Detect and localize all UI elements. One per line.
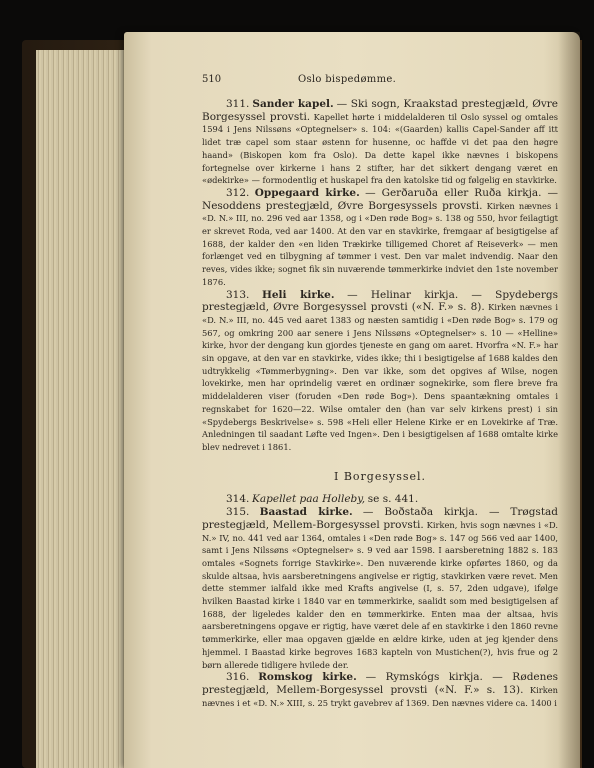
running-title: Oslo bispedømme. bbox=[298, 74, 397, 85]
entry-313 bbox=[202, 289, 558, 454]
book-page bbox=[124, 32, 580, 768]
entry-heading-rest: se s. 441. bbox=[367, 493, 419, 506]
entry-312 bbox=[202, 187, 558, 289]
entry-314 bbox=[202, 493, 558, 506]
entry-number: 314. bbox=[226, 493, 250, 506]
entry-body: Kirken nævnes i «D. N.» III, no. 296 ved aar 1358, og i «Den røde Bog» s. 138 og 550, hvor feilagtigt er skrevet Roda, ved aar 1400. At den var en stavkirke, fremgaar af besigtigelse af 1688, der kalder den «en liden Trækirke tilligemed Choret af Reiseverk» — men forlænget ved en tilbygning af tømmer i vest. Den var malet indvendig. Naar den reves, vides ikke; sognet fik sin nuværende tømmerkirke indviet den 1ste november 1876. bbox=[202, 200, 559, 287]
section-heading: I Borgesyssel. bbox=[333, 469, 427, 483]
page-content bbox=[202, 74, 558, 709]
entry-number: 311. bbox=[226, 98, 250, 110]
page-fold-shadow bbox=[558, 32, 580, 768]
entry-heading-rest: — Rymskógs kirkja. — Rødenes prestegjæld, Mellem-Borgesyssel provsti («N. F.» s. 13). bbox=[202, 671, 559, 696]
entry-number: 316. bbox=[226, 671, 250, 684]
entry-body: Kirken nævnes i «D. N.» III, no. 445 ved aaret 1383 og næsten samtidig i «Den røde Bog» s. 179 og 567, og omkring 200 aar senere i Jens Nilssøns «Optegnelser» s. 10 — «Helline» kirke, hvor der dengang kun gjordes tjeneste en gang om aaret. Hvorfra «N. F.» har sin opgave, at den var en stavkirke, vides ikke; thi i besigtigelse af 1688 kaldes den udtrykkelig «Tømmerbygning». Den var ikke, som det opgives af Wilse, nogen lovekirke, men har oprindelig været en ordinær sognekirke, som flere breve fra middelalderen viser (foruden «Den røde Bog»). Dens spaantækning omtales i regnskabet for 1620—22. Wilse omtaler den (han var selv kirkens prest) i sin «Spydebergs Beskrivelse» s. 598 «Heli eller Helene Kirke er en Lovekirke af Træ. Anledningen til saadant Løfte ved Ingen». Den i besigtigelsen af 1688 omtalte kirke blev nedrevet i 1861. bbox=[202, 302, 559, 452]
entry-315 bbox=[202, 506, 558, 671]
entry-name: Sander kapel. bbox=[252, 98, 334, 110]
page-edges bbox=[36, 50, 131, 768]
entry-name: Oppegaard kirke. bbox=[254, 186, 360, 199]
entry-body: Kirken nævnes i et «D. N.» XIII, s. 25 trykt gavebrev af 1369. Den nævnes videre ca. 1400 i bbox=[202, 684, 558, 708]
entry-heading-rest: — Boðstaða kirkja. — Trøgstad prestegjæld, Mellem-Borgesyssel provsti. bbox=[202, 506, 559, 531]
entry-311 bbox=[202, 98, 558, 187]
entry-heading-rest: — Helinar kirkja. — Spydebergs prestegjæld, Øvre Borgesyssel provsti («N. F.» s. 8). bbox=[202, 288, 559, 314]
entry-number: 312. bbox=[226, 186, 250, 199]
entry-number: 313. bbox=[226, 288, 250, 301]
entry-name: Kapellet paa Holleby, bbox=[252, 493, 366, 506]
entry-number: 315. bbox=[226, 506, 250, 519]
entry-heading-rest: — Gerðaruða eller Ruða kirkja. — Nesoddens prestegjæld, Øvre Borgesyssels provsti. bbox=[202, 186, 559, 212]
entry-316 bbox=[202, 671, 558, 709]
running-head bbox=[202, 74, 558, 88]
entry-body: Kirken, hvis sogn nævnes i «D. N.» IV, no. 441 ved aar 1364, omtales i «Den røde Bog» s. 147 og 566 ved aar 1400, samt i Jens Nilssøns «Optegnelser» s. 9 ved aar 1598. I aarsberetning 1882 s. 183 omtales «Sognets forrige Stavkirke». Den nuværende kirke opførtes 1860, og da skulde altsaa, hvis aarsberetningens angivelse er rigtig, stavkirken være revet. Men dette stemmer ialfald ikke med Krafts angivelse (I, s. 57, 2den udgave), ifølge hvilken Baastad kirke i 1840 var en tømmerkirke, saalidt som med besigtigelsen af 1688, der ligeledes kalder den en tømmerkirke. Enten maa der altsaa, hvis aarsberetningens opgave er rigtig, have været dele af en stavkirke i den 1860 revne tømmerkirke, eller maa opgaven gjælde en ældre kirke, uden at jeg kjender dens hjemmel. I Baastad kirke begroves 1683 kapteln von Mustichen(?), hvis frue og 2 børn allerede tidligere hvilede der. bbox=[202, 519, 559, 670]
entry-heading-rest: — Ski sogn, Kraakstad prestegjæld, Øvre Borgesyssel provsti. bbox=[202, 98, 558, 123]
entry-name: Baastad kirke. bbox=[259, 506, 353, 519]
entry-name: Romskog kirke. bbox=[258, 671, 357, 684]
page-number: 510 bbox=[202, 74, 222, 85]
entry-name: Heli kirke. bbox=[261, 288, 335, 301]
entry-body: Kapellet hørte i middelalderen til Oslo syssel og omtales 1594 i Jens Nilssøns «Optegnelser» s. 104: «(Gaarden) kallis Capel-Sander aff itt lidet træ capel som staar østenn for husenne, oc haffde vi det paa den høgre haand» (Biskopen kom fra Oslo). Da dette kapel ikke nævnes i biskopens fortegnelse over kirkerne i hans 2 stifter, har det sikkert dengang været en «ødekirke» — formodentlig et huskapel fra den katolske tid og følgelig en stavkirke. bbox=[202, 111, 558, 186]
